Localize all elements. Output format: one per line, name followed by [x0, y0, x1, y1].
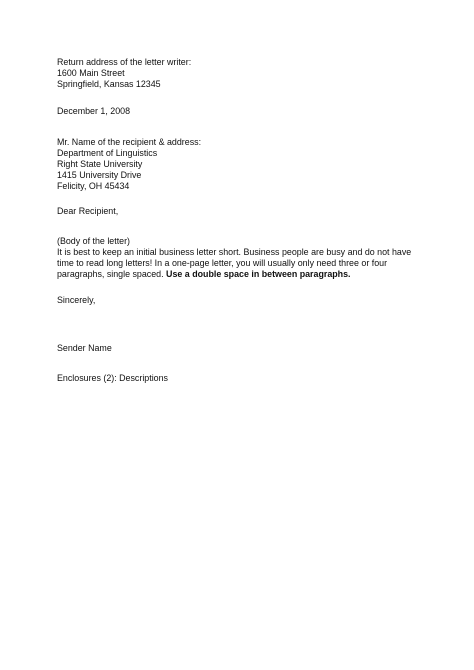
- recipient-university: Right State University: [57, 159, 143, 169]
- body-paragraph-line-3-bold: Use a double space in between paragraphs.: [166, 269, 351, 279]
- body-paragraph-line-3-regular: paragraphs, single spaced.: [57, 269, 167, 279]
- body-paragraph-line-1: It is best to keep an initial business letter short. Business people are busy and do not have: [57, 247, 412, 257]
- recipient-department: Department of Linguistics: [57, 148, 158, 158]
- signature-block: [57, 343, 417, 354]
- body-paragraph-line-2: time to read long letters! In a one-page letter, you will usually only need three or four: [57, 258, 388, 268]
- letter-date: December 1, 2008: [57, 106, 131, 116]
- sender-street: 1600 Main Street: [57, 68, 125, 78]
- body-label: (Body of the letter): [57, 236, 131, 246]
- recipient-street: 1415 University Drive: [57, 170, 142, 180]
- salutation: Dear Recipient,: [57, 206, 119, 216]
- body-paragraph-line-3: [57, 269, 417, 280]
- closing-block: [57, 295, 417, 306]
- salutation-block: [57, 206, 417, 217]
- sender-address-block: [57, 57, 417, 90]
- letter-date-block: [57, 106, 417, 117]
- sender-address-heading: Return address of the letter writer:: [57, 57, 192, 67]
- sender-name: Sender Name: [57, 343, 112, 353]
- recipient-city-state-zip: Felicity, OH 45434: [57, 181, 130, 191]
- recipient-heading: Mr. Name of the recipient & address:: [57, 137, 202, 147]
- recipient-address-block: [57, 137, 417, 192]
- closing: Sincerely,: [57, 295, 96, 305]
- sender-city-state-zip: Springfield, Kansas 12345: [57, 79, 161, 89]
- enclosures-block: [57, 373, 417, 384]
- enclosures-note: Enclosures (2): Descriptions: [57, 373, 168, 383]
- letter-body-block: [57, 236, 417, 280]
